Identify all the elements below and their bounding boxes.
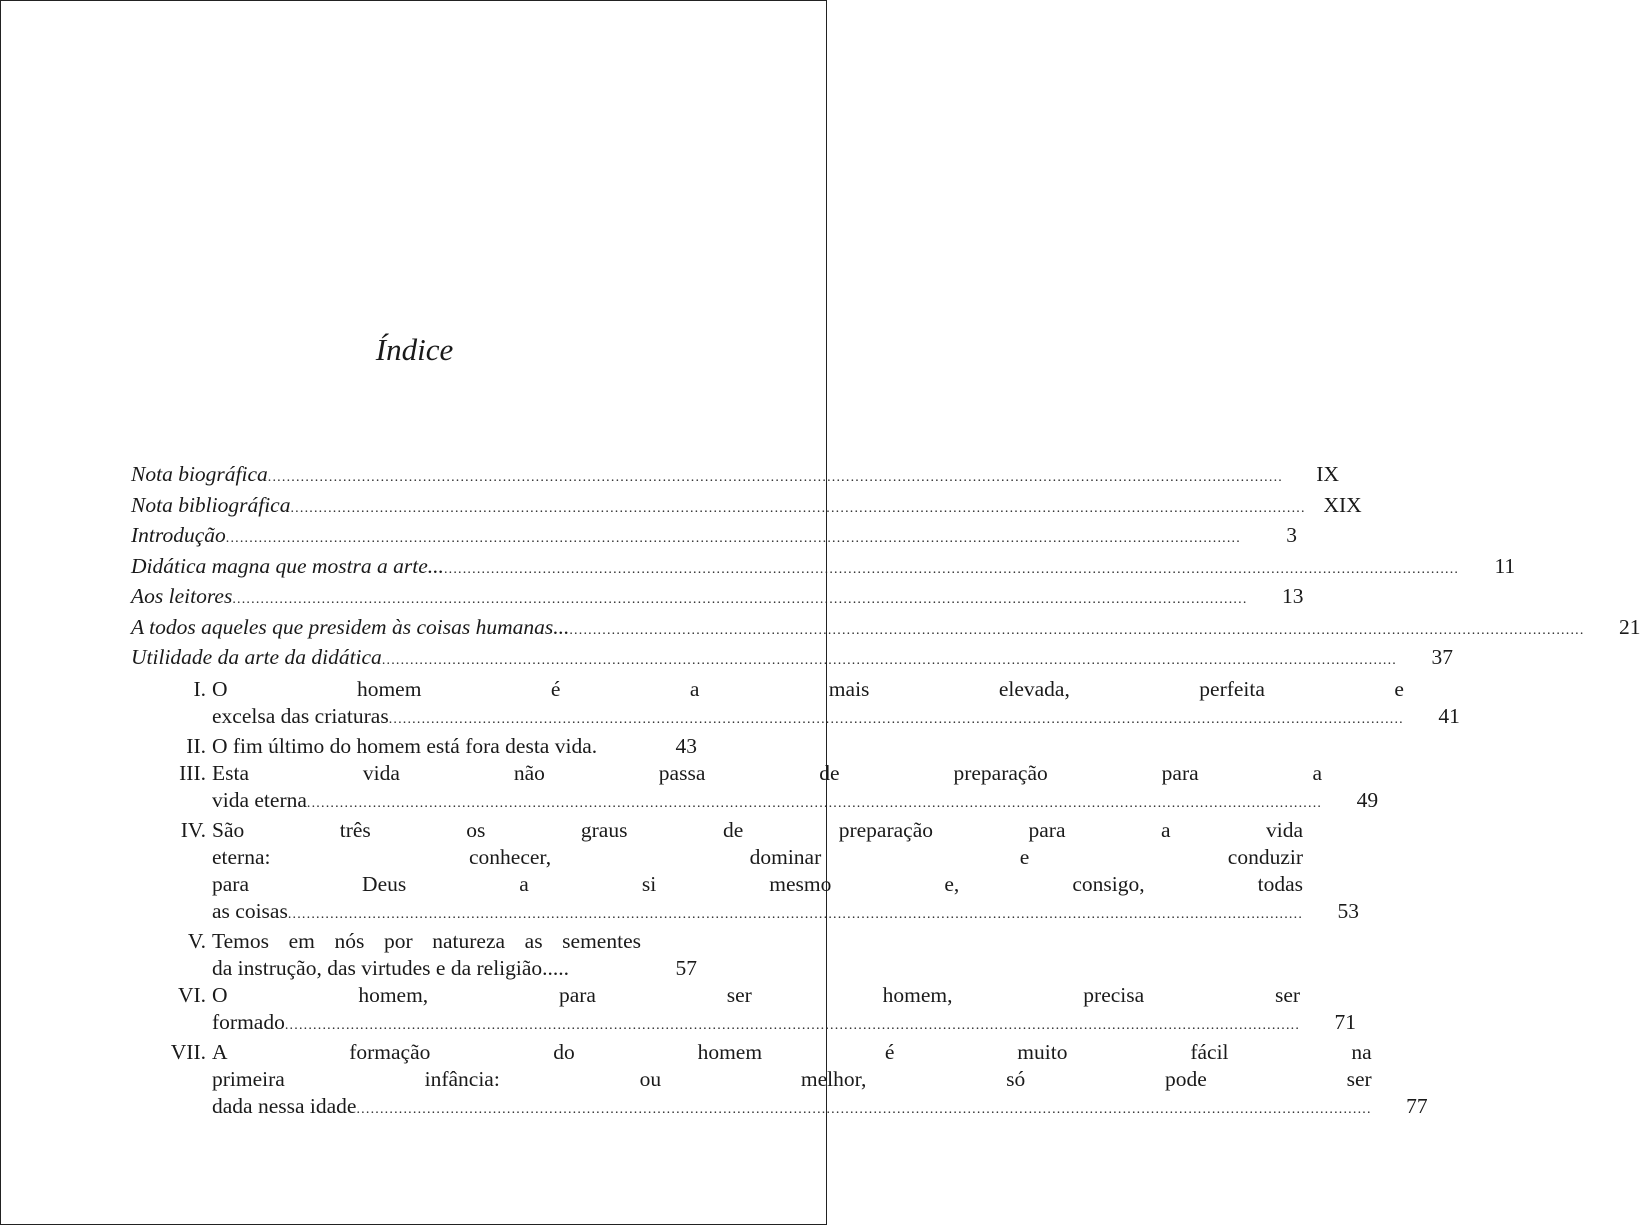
toc-entry[interactable]: [131, 492, 1362, 523]
chapter-title-line: vida eterna: [212, 788, 307, 812]
front-matter-list: [131, 461, 1641, 675]
leader-dots: [307, 790, 1322, 817]
chapter-number: I.: [193, 677, 206, 701]
toc-entry[interactable]: [131, 614, 1641, 645]
leader-dots: [382, 648, 1397, 675]
chapter-number: II.: [186, 734, 206, 758]
toc-entry-title: Aos leitores: [131, 584, 233, 608]
toc-entry[interactable]: [131, 522, 1297, 553]
toc-entry-page: 3: [1286, 523, 1297, 547]
chapter-title-line: eterna: conhecer, dominar e conduzir: [212, 845, 1304, 869]
chapter-title-line: A formação do homem é muito fácil na: [212, 1040, 1372, 1064]
chapter-title-line: dada nessa idade: [212, 1094, 357, 1118]
toc-entry-page: 37: [1431, 645, 1454, 669]
leader-dots: [226, 526, 1241, 553]
chapter-page: 71: [1334, 1010, 1357, 1034]
leader-dots: [232, 587, 1247, 614]
chapter-title-line: O homem, para ser homem, precisa ser: [212, 983, 1301, 1007]
chapter-number: IV.: [180, 818, 206, 842]
toc-entry-page: 21: [1619, 614, 1641, 639]
chapter-entry[interactable]: [131, 928, 697, 982]
toc-entry-title: A todos aqueles que presidem às coisas humanas...: [131, 614, 570, 639]
chapter-entry[interactable]: [131, 733, 697, 760]
chapter-number: VI.: [177, 983, 206, 1007]
toc-entry[interactable]: [131, 644, 1454, 675]
chapter-title-line: excelsa das criaturas: [212, 704, 389, 728]
page-title: Índice: [375, 332, 454, 367]
toc-entry[interactable]: [131, 461, 1339, 492]
chapter-page: 53: [1337, 899, 1360, 923]
chapter-page: 41: [1438, 704, 1460, 728]
leader-dots: [290, 496, 1305, 523]
toc-entry[interactable]: [131, 583, 1304, 614]
chapter-page: 43: [675, 734, 697, 758]
leader-dots: [389, 706, 1404, 733]
chapter-title-line: O fim último do homem está fora desta vida.: [212, 734, 598, 758]
toc-entry-title: Nota bibliográfica: [131, 492, 291, 517]
leader-dots: [285, 1012, 1300, 1039]
chapter-page: 57: [675, 956, 697, 980]
leader-dots: [288, 901, 1303, 928]
chapter-title-line: da instrução, das virtudes e da religião.....: [212, 956, 570, 980]
toc-entry-page: 11: [1494, 553, 1516, 578]
toc-entry-title: Utilidade da arte da didática: [131, 645, 382, 669]
chapter-entry[interactable]: [131, 760, 1379, 817]
chapter-title-line: O homem é a mais elevada, perfeita e: [212, 677, 1404, 701]
toc-entry-page: XIX: [1323, 492, 1362, 517]
leader-dots: [444, 557, 1459, 584]
chapter-title-line: Esta vida não passa de preparação para a: [212, 761, 1323, 785]
chapter-title-line: primeira infância: ou melhor, só pode ser: [212, 1067, 1372, 1091]
chapter-title-line: as coisas: [212, 899, 288, 923]
chapter-entry[interactable]: [131, 982, 1357, 1039]
toc-entry[interactable]: [131, 553, 1516, 584]
toc-entry-title: Nota biográfica: [131, 462, 268, 486]
chapter-number: V.: [187, 929, 206, 953]
chapter-list: [131, 676, 1460, 1123]
chapter-number: VII.: [170, 1040, 206, 1064]
chapter-title-line: para Deus a si mesmo e, consigo, todas: [212, 872, 1304, 896]
chapter-entry[interactable]: [131, 1039, 1428, 1123]
chapter-title-line: formado: [212, 1010, 285, 1034]
chapter-entry[interactable]: [131, 676, 1460, 733]
leader-dots: [356, 1096, 1371, 1123]
toc-entry-title: Didática magna que mostra a arte...: [131, 553, 444, 578]
chapter-entry[interactable]: [131, 817, 1360, 928]
chapter-title-line: São três os graus de preparação para a vida: [212, 818, 1304, 842]
toc-entry-title: Introdução: [131, 523, 226, 547]
leader-dots: [268, 465, 1283, 492]
toc-entry-page: 13: [1282, 584, 1304, 608]
toc-entry-page: IX: [1316, 462, 1339, 486]
chapter-page: 49: [1356, 788, 1379, 812]
leader-dots: [569, 618, 1584, 645]
chapter-page: 77: [1406, 1094, 1428, 1118]
chapter-number: III.: [179, 761, 206, 785]
chapter-title-line: Temos em nós por natureza as sementes: [212, 929, 641, 953]
